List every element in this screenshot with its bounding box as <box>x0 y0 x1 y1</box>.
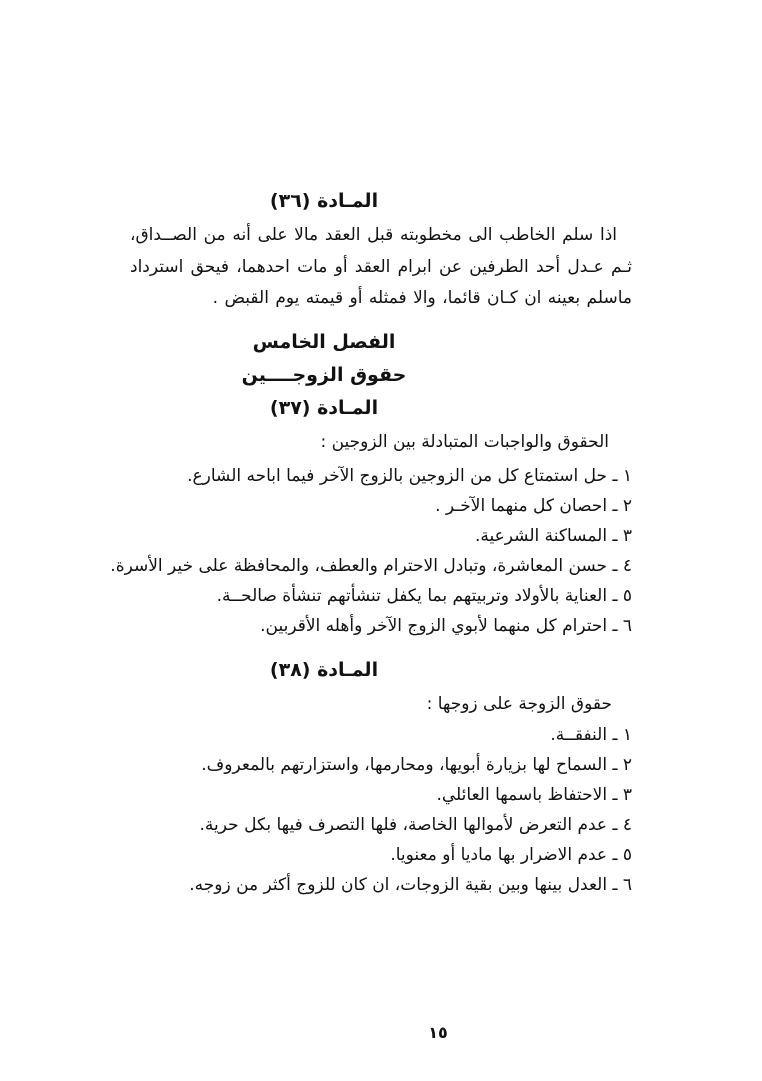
list-item: ١ ـ النفقــة. <box>550 724 632 745</box>
list-item: ١ ـ حل استمتاع كل من الزوجين بالزوج الآخر فيما اباحه الشارع. <box>187 465 632 486</box>
list-item: ٤ ـ حسن المعاشرة، وتبادل الاحترام والعطف، والمحافظة على خير الأسرة. <box>110 555 632 576</box>
text-block <box>110 0 632 900</box>
list-item: ٦ ـ العدل بينها وبين بقية الزوجات، ان كان للزوج أكثر من زوجه. <box>189 874 632 895</box>
list-item: ٥ ـ العناية بالأولاد وتربيتهم بما يكفل تنشأتهم تنشأة صالحــة. <box>216 585 632 606</box>
article-38-items <box>130 720 632 900</box>
article-36-body: اذا سلم الخاطب الى مخطوبته قبل العقد مالا على أنه من الصــداق، ثـم عـدل أحد الطرفين عن ابرام العقد أو مات احدهما، فيحق استرداد ماسلم بعينه ان كـان قائما، والا فمثله أو قيمته يوم القبض . <box>130 225 632 308</box>
list-item: ٢ ـ احصان كل منهما الآخـر . <box>435 495 632 516</box>
article-38-title: المـادة (٣٨) <box>269 658 379 681</box>
list-item: ٦ ـ احترام كل منهما لأبوي الزوج الآخر وأهله الأقربين. <box>260 615 632 636</box>
chapter-5-subtitle: حقوق الزوجــــين <box>241 363 407 386</box>
article-37-intro: الحقوق والواجبات المتبادلة بين الزوجين : <box>320 431 609 452</box>
article-37-title: المـادة (٣٧) <box>269 396 379 419</box>
article-37-items <box>110 461 632 641</box>
article-36-title: المـادة (٣٦) <box>269 190 379 212</box>
list-item: ٥ ـ عدم الاضرار بها ماديا أو معنويا. <box>390 844 632 865</box>
chapter-5-title: الفصل الخامس <box>252 330 396 353</box>
list-item: ٢ ـ السماح لها بزيارة أبويها، ومحارمها، واستزارتهم بالمعروف. <box>201 754 632 775</box>
article-38-intro: حقوق الزوجة على زوجها : <box>426 693 612 714</box>
list-item: ٤ ـ عدم التعرض لأموالها الخاصة، فلها التصرف فيها بكل حرية. <box>199 814 632 835</box>
list-item: ٣ ـ المساكنة الشرعية. <box>475 525 632 546</box>
page-number: ١٥ <box>428 1023 448 1042</box>
list-item: ٣ ـ الاحتفاظ باسمها العائلي. <box>436 784 632 805</box>
